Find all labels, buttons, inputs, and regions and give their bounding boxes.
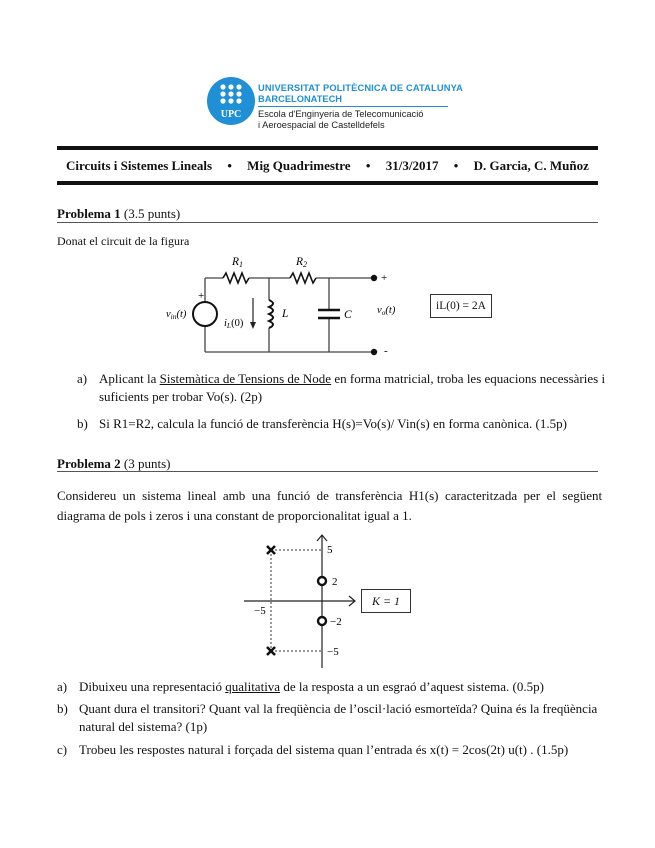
im-label-neg5: −5 — [327, 646, 339, 658]
problem1-title — [57, 206, 180, 222]
problem2-points: (3 punts) — [123, 456, 171, 471]
separator: • — [365, 158, 371, 173]
separator: • — [453, 158, 459, 173]
item-text: Trobeu les respostes natural i forçada del sistema quan l’entrada és x(t) = 2cos(2t) u(t) . (1.5p) — [79, 742, 569, 757]
re-label-neg5: −5 — [254, 605, 266, 617]
svg-text:+: + — [381, 272, 388, 284]
problem1-intro: Donat el circuit de la figura — [57, 234, 190, 248]
svg-text:iL(0): iL(0) — [224, 318, 244, 330]
underlined-term: Sistemàtica de Tensions de Node — [159, 371, 332, 386]
svg-text:R2: R2 — [296, 256, 308, 269]
svg-text:R1: R1 — [232, 256, 244, 269]
separator: • — [227, 158, 232, 173]
item-label: c) — [57, 742, 68, 757]
problem2-rule — [57, 471, 598, 472]
item-label: b) — [77, 416, 88, 431]
gain-label: K = 1 — [371, 593, 401, 608]
exam-name: Mig Quadrimestre — [247, 158, 351, 173]
school-name-line1: Escola d'Enginyeria de Telecomunicació — [258, 109, 424, 119]
item-text: Dibuixeu una representació qualitativa de la resposta a un esgraó d’aquest sistema. (0.5p) — [79, 679, 544, 694]
university-subtitle: BARCELONATECH — [258, 94, 343, 104]
upc-logo-badge-icon — [207, 77, 255, 125]
course-name: Circuits i Sistemes Lineals — [66, 158, 213, 173]
initial-condition-box — [430, 294, 492, 318]
item-text: Quant dura el transitori? Quant val la freqüència de l’oscil·lació esmorteïda? Quina és la freqüència — [79, 701, 598, 716]
item-text-line2: natural del sistema? (1p) — [79, 719, 208, 734]
im-label-neg2: −2 — [330, 616, 342, 628]
problem2-item-b — [57, 700, 617, 736]
problem1-item-b — [77, 415, 617, 433]
item-text: Si R1=R2, calcula la funció de transferència H(s)=Vo(s)/ Vin(s) en forma canònica. (1.5p) — [99, 416, 567, 431]
logo-divider — [258, 106, 448, 107]
problem1-item-a — [77, 370, 617, 406]
header-rule-bottom — [57, 181, 598, 185]
item-label: b) — [57, 701, 68, 716]
upc-logo — [207, 77, 255, 125]
svg-text:L: L — [282, 308, 289, 320]
item-text: Aplicant la Sistemàtica de Tensions de Node en forma matricial, troba les equacions necessàries i — [99, 371, 606, 386]
exam-date: 31/3/2017 — [385, 158, 439, 173]
exam-authors: D. Garcia, C. Muñoz — [473, 158, 589, 173]
problem2-intro-line2: diagrama de pols i zeros i una constant de proporcionalitat igual a 1. — [57, 508, 412, 523]
problem1-heading: Problema 1 — [57, 206, 121, 221]
problem1-points: (3.5 punts) — [123, 206, 181, 221]
underlined-term: qualitativa — [225, 679, 281, 694]
exam-header — [57, 156, 598, 176]
svg-text:UPC: UPC — [220, 109, 242, 120]
item-label: a) — [57, 679, 68, 694]
school-name-line2: i Aeroespacial de Castelldefels — [258, 120, 385, 130]
problem2-heading: Problema 2 — [57, 456, 121, 471]
problem1-rule — [57, 222, 598, 223]
svg-text:vin(t): vin(t) — [166, 309, 187, 321]
initial-condition: iL(0) = 2A — [436, 300, 486, 312]
svg-text:vo(t): vo(t) — [377, 305, 396, 317]
svg-text:-: - — [384, 345, 388, 357]
svg-text:C: C — [344, 309, 352, 321]
item-label: a) — [77, 371, 88, 386]
problem2-intro-line1: Considereu un sistema lineal amb una funció de transferència H1(s) caracteritzada per el següent — [57, 488, 603, 503]
im-label-2: 2 — [332, 576, 338, 588]
gain-box — [361, 589, 411, 613]
problem2-item-c — [57, 741, 617, 759]
problem2-item-a — [57, 678, 617, 696]
im-label-5: 5 — [327, 544, 333, 556]
problem2-title — [57, 456, 171, 472]
university-name: UNIVERSITAT POLITÈCNICA DE CATALUNYA — [258, 83, 463, 93]
svg-text:+: + — [198, 290, 205, 302]
item-text-line2: suficients per trobar Vo(s). (2p) — [99, 389, 263, 404]
header-rule-top — [57, 146, 598, 150]
